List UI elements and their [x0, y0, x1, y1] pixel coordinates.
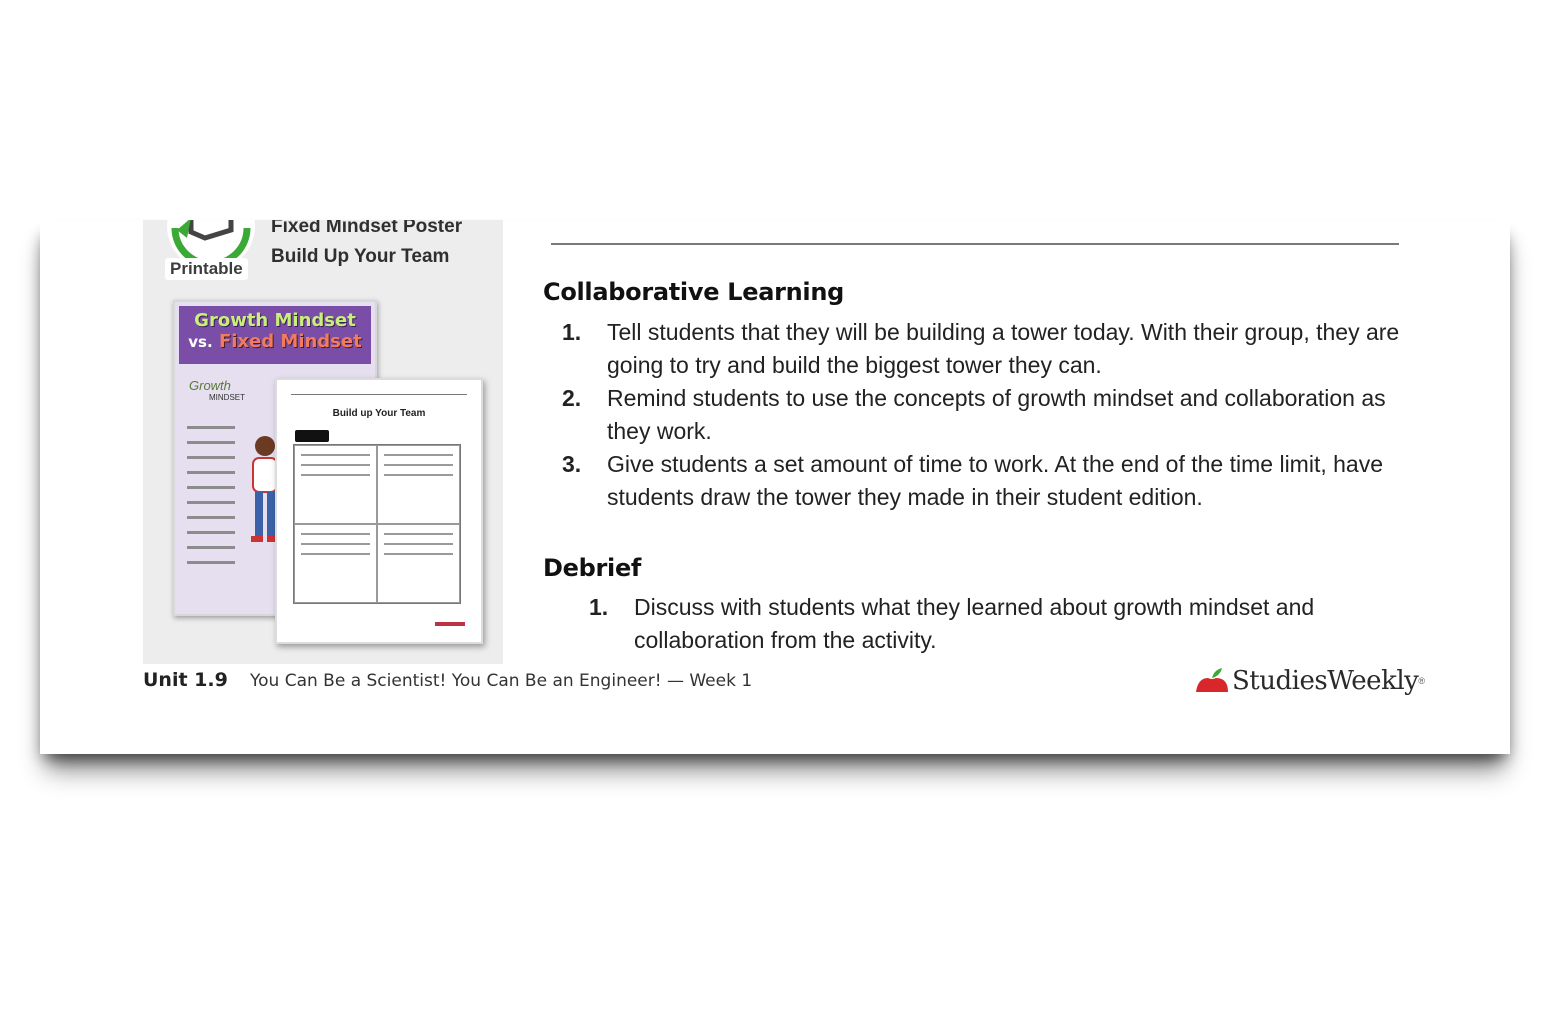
worksheet-title: Build up Your Team	[332, 408, 426, 419]
step-text: Remind students to use the concepts of growth mindset and collaboration as they work.	[607, 385, 1386, 444]
resource-list	[271, 220, 462, 272]
apple-icon	[1194, 666, 1230, 696]
worksheet-name-line	[291, 394, 467, 396]
worksheet-grid	[293, 444, 461, 604]
worksheet-thumbnail[interactable]	[275, 378, 483, 644]
step-number: 2.	[562, 385, 582, 411]
collaborative-step	[562, 382, 1414, 448]
poster-subtitle2: MINDSET	[209, 393, 245, 402]
debrief-heading: Debrief	[543, 554, 642, 582]
poster-subtitle: Growth	[189, 378, 231, 393]
worksheet-cell	[294, 445, 377, 524]
collaborative-step	[562, 448, 1414, 514]
printable-label: Printable	[165, 258, 248, 280]
worksheet-tag	[295, 430, 329, 442]
step-text: Give students a set amount of time to work. At the end of the time limit, have students draw the tower they made in their student edition.	[607, 451, 1383, 510]
step-number: 3.	[562, 451, 582, 477]
unit-label: Unit 1.9	[143, 669, 228, 691]
step-number: 1.	[562, 319, 582, 345]
brand-name: StudiesWeekly	[1232, 666, 1419, 696]
collaborative-step	[562, 316, 1414, 382]
worksheet-logo	[435, 622, 465, 626]
poster-vs: vs.	[188, 333, 213, 351]
resource-item-build-team[interactable]: Build Up Your Team	[271, 246, 450, 267]
studies-weekly-logo	[1194, 666, 1425, 696]
poster-header	[179, 306, 371, 364]
worksheet-cell	[377, 524, 460, 603]
resource-panel	[143, 220, 503, 664]
poster-fixed: Fixed Mindset	[218, 331, 362, 352]
registered-mark: ®	[1418, 676, 1425, 686]
poster-title-line1: Growth Mindset	[194, 310, 356, 331]
unit-title: You Can Be a Scientist! You Can Be an Engineer! — Week 1	[250, 671, 753, 691]
collaborative-heading: Collaborative Learning	[543, 278, 845, 306]
step-text: Tell students that they will be building a tower today. With their group, they are going to try and build the biggest tower they can.	[607, 319, 1400, 378]
divider-line	[551, 243, 1399, 245]
poster-text-lines	[187, 414, 247, 576]
debrief-step	[589, 591, 1379, 657]
worksheet-cell	[377, 445, 460, 524]
worksheet-cell	[294, 524, 377, 603]
resource-item-poster[interactable]: Fixed Mindset Poster	[271, 220, 463, 237]
poster-title-line2	[179, 331, 371, 352]
step-number: 1.	[589, 594, 609, 620]
lesson-page	[40, 220, 1510, 754]
step-text: Discuss with students what they learned about growth mindset and collaboration from the activity.	[634, 594, 1315, 653]
collaborative-steps	[562, 316, 1414, 514]
debrief-steps	[589, 591, 1379, 657]
